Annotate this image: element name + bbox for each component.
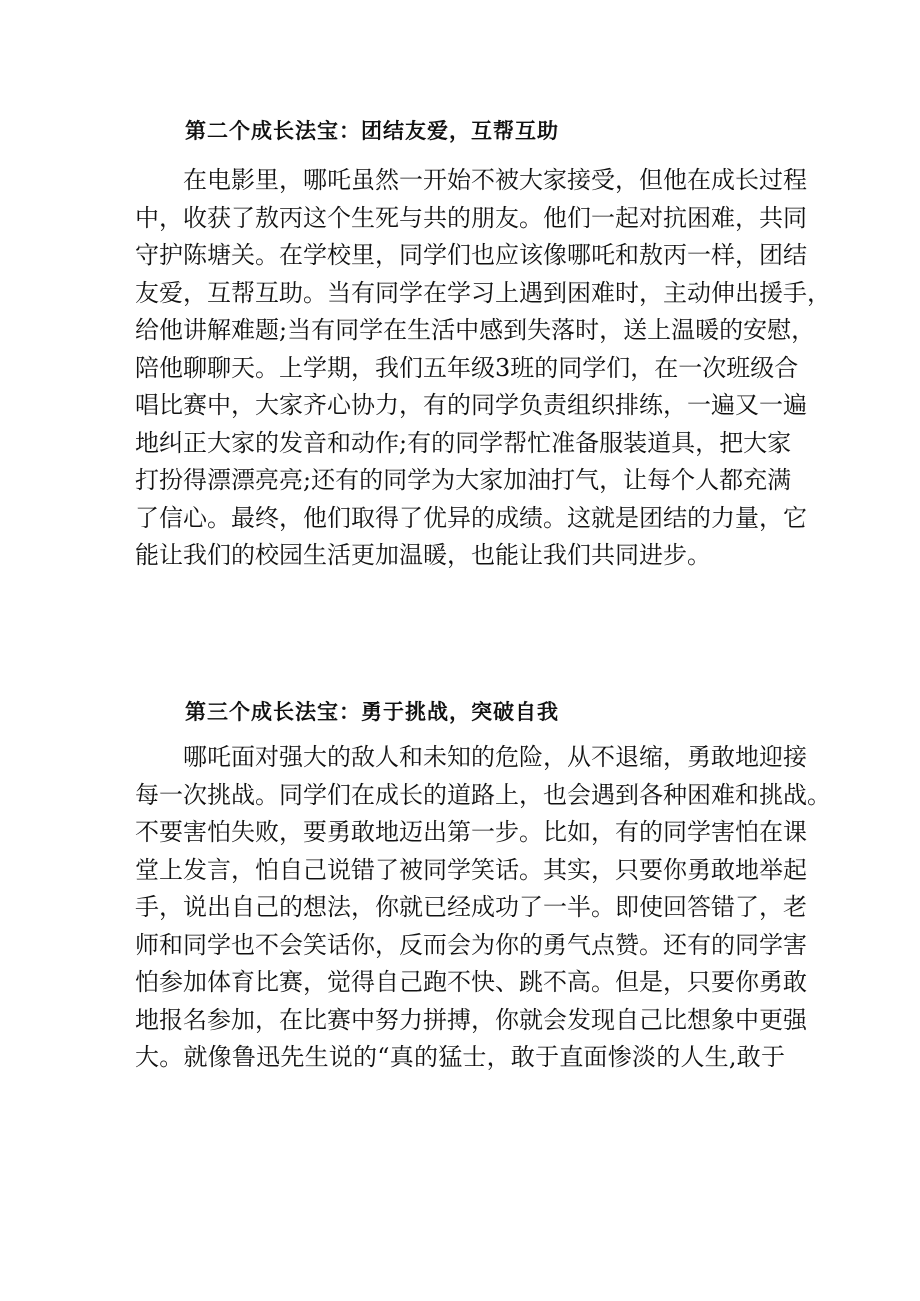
paragraph-line: 守护陈塘关。在学校里，同学们也应该像哪吒和敖丙一样，团结 xyxy=(135,241,807,269)
paragraph-line: 打扮得漂漂亮亮;还有的同学为大家加油打气，让每个人都充满 xyxy=(135,466,792,494)
paragraph-line: 地纠正大家的发音和动作;有的同学帮忙准备服装道具，把大家 xyxy=(135,428,792,457)
paragraph-line: 中，收获了敖丙这个生死与共的朋友。他们一起对抗困难，共同 xyxy=(135,203,807,232)
paragraph-line: 大。就像鲁迅先生说的“真的猛士，敢于直面惨淡的人生,敢于 xyxy=(135,1043,785,1071)
section-heading-3: 第三个成长法宝：勇于挑战，突破自我 xyxy=(185,700,559,724)
paragraph-line: 地报名参加，在比赛中努力拼搏，你就会发现自己比想象中更强 xyxy=(135,1005,807,1034)
paragraph-line: 不要害怕失败，要勇敢地迈出第一步。比如，有的同学害怕在课 xyxy=(135,818,807,846)
paragraph-section-2 xyxy=(135,165,831,578)
paragraph-line: 怕参加体育比赛，觉得自己跑不快、跳不高。但是，只要你勇敢 xyxy=(135,968,807,996)
paragraph-line: 堂上发言，怕自己说错了被同学笑话。其实，只要你勇敢地举起 xyxy=(135,855,807,884)
paragraph-line: 每一次挑战。同学们在成长的道路上，也会遇到各种困难和挑战。 xyxy=(135,780,831,809)
paragraph-line: 了信心。最终，他们取得了优异的成绩。这就是团结的力量，它 xyxy=(135,503,807,532)
paragraph-line: 唱比赛中，大家齐心协力，有的同学负责组织排练，一遍又一遍 xyxy=(135,391,807,419)
paragraph-line: 能让我们的校园生活更加温暖，也能让我们共同进步。 xyxy=(135,541,711,569)
paragraph-line: 师和同学也不会笑话你，反而会为你的勇气点赞。还有的同学害 xyxy=(135,930,807,959)
paragraph-line: 陪他聊聊天。上学期，我们五年级3班的同学们，在一次班级合 xyxy=(135,353,799,382)
paragraph-line: 手，说出自己的想法，你就已经成功了一半。即使回答错了，老 xyxy=(135,893,807,921)
paragraph-line: 哪吒面对强大的敌人和未知的危险，从不退缩，勇敢地迎接 xyxy=(183,743,807,771)
paragraph-line: 给他讲解难题;当有同学在生活中感到失落时，送上温暖的安慰， xyxy=(135,316,816,344)
paragraph-line: 在电影里，哪吒虽然一开始不被大家接受，但他在成长过程 xyxy=(183,166,807,194)
section-heading-2: 第二个成长法宝：团结友爱，互帮互助 xyxy=(185,119,559,143)
paragraph-line: 友爱，互帮互助。当有同学在学习上遇到困难时，主动伸出援手， xyxy=(135,278,831,307)
paragraph-section-3 xyxy=(135,742,831,1080)
